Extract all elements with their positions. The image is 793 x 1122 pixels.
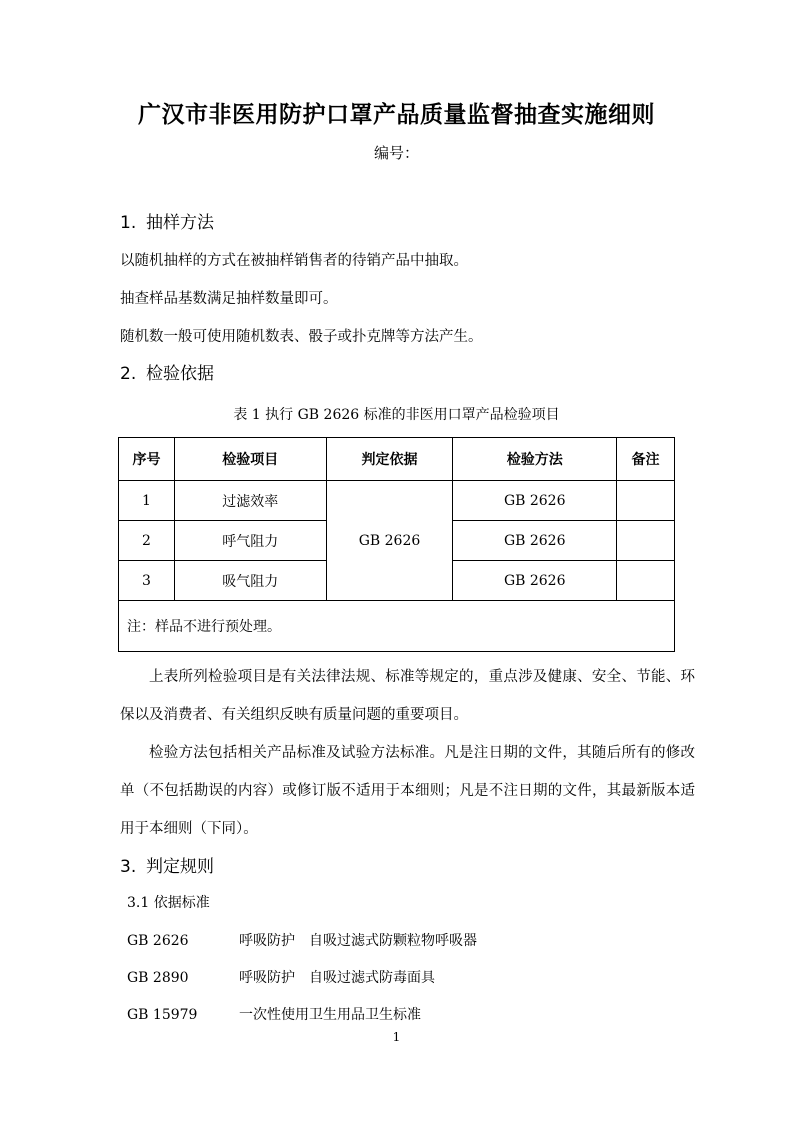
table-cell-method: GB 2626 xyxy=(453,521,617,561)
table-caption: 表 1 执行 GB 2626 标准的非医用口罩产品检验项目 xyxy=(233,407,560,423)
subsection-heading: 3.1 依据标准 xyxy=(127,895,210,911)
table-cell-remark xyxy=(617,521,675,561)
section-1-heading xyxy=(120,208,214,233)
table-header-cell: 判定依据 xyxy=(326,438,453,481)
paragraph: 随机数一般可使用随机数表、骰子或扑克牌等方法产生。 xyxy=(120,329,483,345)
section-title: 判定规则 xyxy=(146,857,214,877)
standard-name: 一次性使用卫生用品卫生标准 xyxy=(239,1007,421,1023)
table-header-cell: 检验项目 xyxy=(174,438,326,481)
table-header-cell: 序号 xyxy=(119,438,175,481)
table-cell-item: 过滤效率 xyxy=(174,481,326,521)
table-note: 注：样品不进行预处理。 xyxy=(119,601,675,652)
table-note-row xyxy=(119,601,675,652)
standard-code: GB 2626 xyxy=(127,933,189,949)
standard-name: 呼吸防护 自吸过滤式防毒面具 xyxy=(239,970,435,986)
table-header-cell: 检验方法 xyxy=(453,438,617,481)
standard-name: 呼吸防护 自吸过滤式防颗粒物呼吸器 xyxy=(239,933,477,949)
section-number: 1. xyxy=(120,213,137,233)
section-2-heading xyxy=(120,359,214,384)
table-cell-method: GB 2626 xyxy=(453,561,617,601)
table-cell-remark xyxy=(617,561,675,601)
standard-entry xyxy=(127,1004,421,1024)
table-cell-no: 2 xyxy=(119,521,175,561)
paragraph: 抽查样品基数满足抽样数量即可。 xyxy=(120,291,338,307)
paragraph: 以随机抽样的方式在被抽样销售者的待销产品中抽取。 xyxy=(120,253,468,269)
document-number-label: 编号： xyxy=(373,144,419,162)
table-header-row xyxy=(119,438,675,481)
table-cell-item: 呼气阻力 xyxy=(174,521,326,561)
standard-code: GB 15979 xyxy=(127,1007,198,1023)
table-cell-method: GB 2626 xyxy=(453,481,617,521)
section-title: 检验依据 xyxy=(146,364,214,384)
table-cell-no: 1 xyxy=(119,481,175,521)
section-title: 抽样方法 xyxy=(146,213,214,233)
standard-entry xyxy=(127,967,435,987)
table-cell-no: 3 xyxy=(119,561,175,601)
paragraph: 检验方法包括相关产品标准及试验方法标准。凡是注日期的文件，其随后所有的修改单（不包括勘误的内容）或修订版不适用于本细则；凡是不注日期的文件，其最新版本适用于本细则（下同）。 xyxy=(120,745,695,837)
page-number: 1 xyxy=(392,1030,401,1044)
section-3-heading xyxy=(120,852,214,877)
table-cell-remark xyxy=(617,481,675,521)
table-header-cell: 备注 xyxy=(617,438,675,481)
explanatory-text xyxy=(120,658,695,848)
section-number: 2. xyxy=(120,364,137,384)
standard-code: GB 2890 xyxy=(127,970,189,986)
inspection-items-table xyxy=(118,437,675,652)
document-title: 广汉市非医用防护口罩产品质量监督抽查实施细则 xyxy=(138,101,655,128)
section-number: 3. xyxy=(120,857,137,877)
standard-entry xyxy=(127,930,477,950)
paragraph: 上表所列检验项目是有关法律法规、标准等规定的，重点涉及健康、安全、节能、环保以及消费者、有关组织反映有质量问题的重要项目。 xyxy=(120,669,695,723)
table-cell-item: 吸气阻力 xyxy=(174,561,326,601)
table-cell-basis: GB 2626 xyxy=(326,481,453,601)
table-row xyxy=(119,481,675,521)
